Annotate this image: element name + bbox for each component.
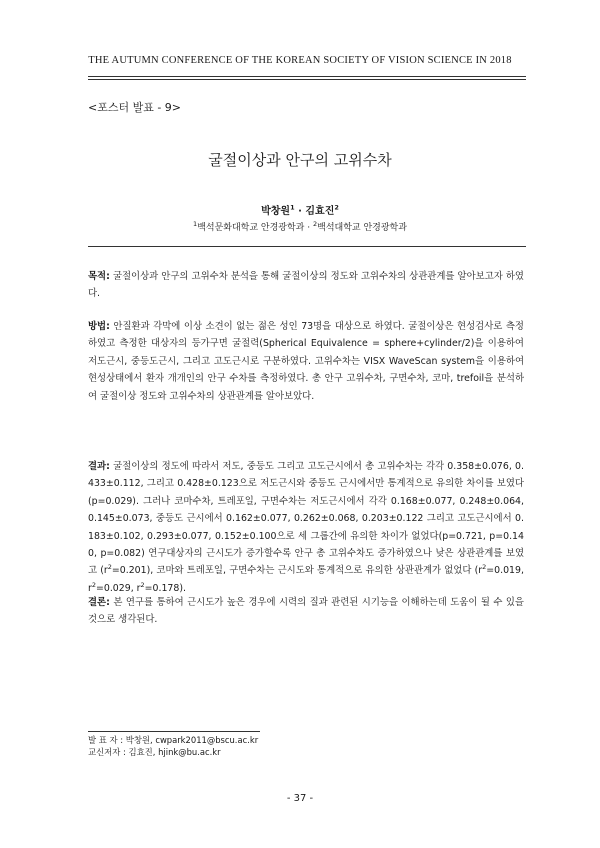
r-squared-superscript: 2 (140, 580, 145, 589)
affiliation-superscript: 1 (193, 220, 198, 228)
affiliation-name: 백석대학교 안경광학과 (317, 223, 407, 233)
affiliation-name: 백석문화대학교 안경광학과 (197, 223, 305, 233)
r-squared-superscript: 2 (91, 580, 96, 589)
corresponding-author-footnote: 교신저자 : 김효진, hjink@bu.ac.kr (88, 746, 221, 757)
section-text: =0.201), 코마와 트레포일, 구면수차는 근시도와 통계적으로 유의한 상관관계가 없었다 (r (111, 565, 483, 577)
footnote-rule (88, 731, 260, 732)
section-text: 본 연구를 통하여 근시도가 높은 경우에 시력의 질과 관련된 시기능을 이해하는데 도움이 될 수 있을 것으로 생각된다. (88, 597, 524, 626)
purpose-section (88, 268, 524, 303)
section-text: 안질환과 각막에 이상 소견이 없는 젊은 성인 73명을 대상으로 하였다. 굴절이상은 현성검사로 측정하였고 측정한 대상자의 등가구면 굴절력(Spherical Equivalence = sphere+cylinder/2)을 이용하여 저도근시, 중등도근시, 그리고 고도근시로 구분하였다. 고위수차는 VISX WaveScan system을 이용하여 현성상태에서 환자 개개인의 안구 수차를 측정하였다. 총 안구 고위수차, 구면수차, 코마, trefoil을 분석하여 굴절이상 정도와 고위수차의 상관관계를 알아보았다. (88, 321, 524, 402)
page-number: - 37 - (286, 793, 314, 804)
author-name: 박창원 (261, 206, 291, 217)
header-rule (88, 76, 526, 77)
author-superscript: 2 (334, 203, 339, 212)
footnotes (88, 735, 258, 758)
result-section (88, 458, 524, 597)
conference-header: THE AUTUMN CONFERENCE OF THE KOREAN SOCIETY OF VISION SCIENCE IN 2018 (88, 55, 512, 66)
r-squared-superscript: 2 (482, 563, 487, 572)
section-label: 방법: (88, 321, 110, 332)
conclusion-section (88, 594, 524, 629)
poster-label: <포스터 발표 - 9> (88, 101, 182, 114)
header-rule-thin (88, 79, 526, 80)
abstract-rule (88, 246, 526, 247)
section-label: 목적: (88, 271, 110, 282)
presenter-footnote: 발 표 자 : 박창원, cwpark2011@bscu.ac.kr (88, 735, 259, 745)
method-section (88, 318, 524, 405)
section-text: =0.178). (144, 582, 186, 594)
paper-title: 굴절이상과 안구의 고위수차 (208, 151, 392, 169)
affiliation-separator: · (304, 223, 313, 233)
author-separator: · (294, 206, 306, 217)
author-superscript: 1 (290, 203, 295, 212)
section-label: 결론: (88, 597, 110, 608)
author-name: 김효진 (305, 206, 335, 217)
r-squared-superscript: 2 (107, 563, 112, 572)
section-label: 결과: (88, 461, 110, 472)
section-text: =0.019, r (88, 565, 524, 594)
affiliation-line (0, 220, 600, 233)
section-text: =0.029, r (96, 582, 141, 594)
affiliation-superscript: 2 (312, 220, 318, 228)
section-text: 굴절이상과 안구의 고위수차 분석을 통해 굴절이상의 정도와 고위수차의 상관관계를 알아보고자 하였다. (88, 271, 524, 300)
author-line (0, 202, 600, 217)
section-text: 굴절이상의 정도에 따라서 저도, 중등도 그리고 고도근시에서 총 고위수차는 각각 0.358±0.076, 0.433±0.112, 그리고 0.428±0.123으로 저도근시와 중등도 근시에서만 통계적으로 유의한 차이를 보였다(p=0.029). 그러나 코마수차, 트레포일, 구면수차는 저도근시에서 각각 0.168±0.077, 0.248±0.064, 0.145±0.073, 중등도 근시에서 0.162±0.077, 0.262±0.068, 0.203±0.122 그리고 고도근시에서 0.183±0.102, 0.293±0.077, 0.152±0.100으로 세 그룹간에 유의한 차이가 없었다(p=0.721, p=0.140, p=0.082) 연구대상자의 근시도가 증가할수록 안구 총 고위수차도 증가하였으나 낮은 상관관계를 보였고 (r (88, 461, 524, 577)
